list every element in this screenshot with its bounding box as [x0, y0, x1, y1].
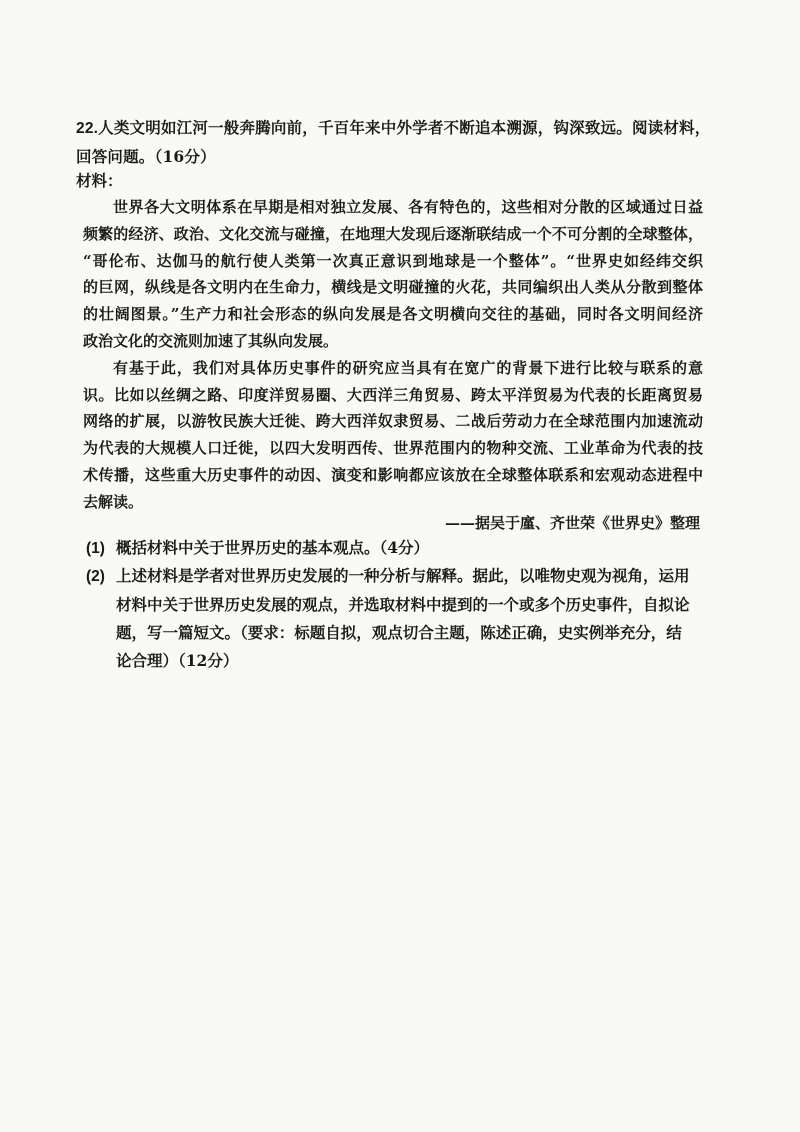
material-line: 世界各大文明体系在早期是相对独立发展、各有特色的，这些相对分散的区域通过日益	[113, 198, 703, 216]
material-line: 的巨网，纵线是各文明内在生命力，横线是文明碰撞的火花，共同编织出人类从分散到整体	[83, 278, 703, 297]
material-line: 为代表的大规模人口迁徙，以四大发明西传、世界范围内的物种交流、工业革命为代表的技	[83, 439, 703, 458]
material-line: 的壮阔图景。”生产力和社会形态的纵向发展是各文明横向交往的基础，同时各文明间经济	[83, 305, 703, 324]
subquestion-1	[86, 534, 429, 563]
subquestion-1-line	[86, 534, 429, 563]
subquestion-2-line: 题，写一篇短文。（要求：标题自拟，观点切合主题，陈述正确，史实例举充分，结	[116, 623, 682, 642]
material-line: 识。比如以丝绸之路、印度洋贸易圈、大西洋三角贸易、跨太平洋贸易为代表的长距离贸易	[83, 385, 703, 404]
question-prompt	[76, 114, 716, 171]
material-line: 网络的扩展，以游牧民族大迁徙、跨大西洋奴隶贸易、二战后劳动力在全球范围内加速流动	[83, 412, 703, 431]
material-label: 材料：	[76, 171, 123, 190]
subquestion-1-number: (1)	[86, 540, 105, 557]
material-line: 政治文化的交流则加速了其纵向发展。	[83, 331, 339, 350]
subquestion-2	[86, 562, 690, 675]
material-line: 频繁的经济、政治、文化交流与碰撞，在地理大发现后逐渐联结成一个不可分割的全球整体，	[83, 224, 703, 243]
question-line-2: 回答问题。（16分）	[76, 147, 216, 166]
material-passage	[83, 194, 703, 516]
subquestion-2-number: (2)	[86, 568, 105, 585]
question-number: 22.	[76, 120, 99, 137]
subquestion-1-text: 概括材料中关于世界历史的基本观点。（4分）	[116, 538, 430, 557]
subquestion-2-line: 材料中关于世界历史发展的观点，并选取材料中提到的一个或多个历史事件，自拟论	[116, 595, 690, 614]
question-text-1: 人类文明如江河一般奔腾向前，千百年来中外学者不断追本溯源，钩深致远。阅读材料，	[98, 118, 711, 137]
subquestion-2-line: 论合理）（12分）	[116, 651, 239, 670]
material-line: 有基于此，我们对具体历史事件的研究应当具有在宽广的背景下进行比较与联系的意	[113, 358, 703, 377]
material-source: ——据吴于廑、齐世荣《世界史》整理	[444, 514, 700, 532]
material-line: 术传播，这些重大历史事件的动因、演变和影响都应该放在全球整体联系和宏观动态进程中	[83, 465, 703, 484]
material-line: “哥伦布、达伽马的航行使人类第一次真正意识到地球是一个整体”。“世界史如经纬交织	[83, 251, 703, 270]
question-line-1	[76, 114, 716, 143]
subquestion-2-text: 上述材料是学者对世界历史发展的一种分析与解释。据此，以唯物史观为视角，运用	[116, 566, 690, 585]
material-line: 去解读。	[83, 492, 144, 511]
subquestion-2-line	[86, 562, 690, 591]
